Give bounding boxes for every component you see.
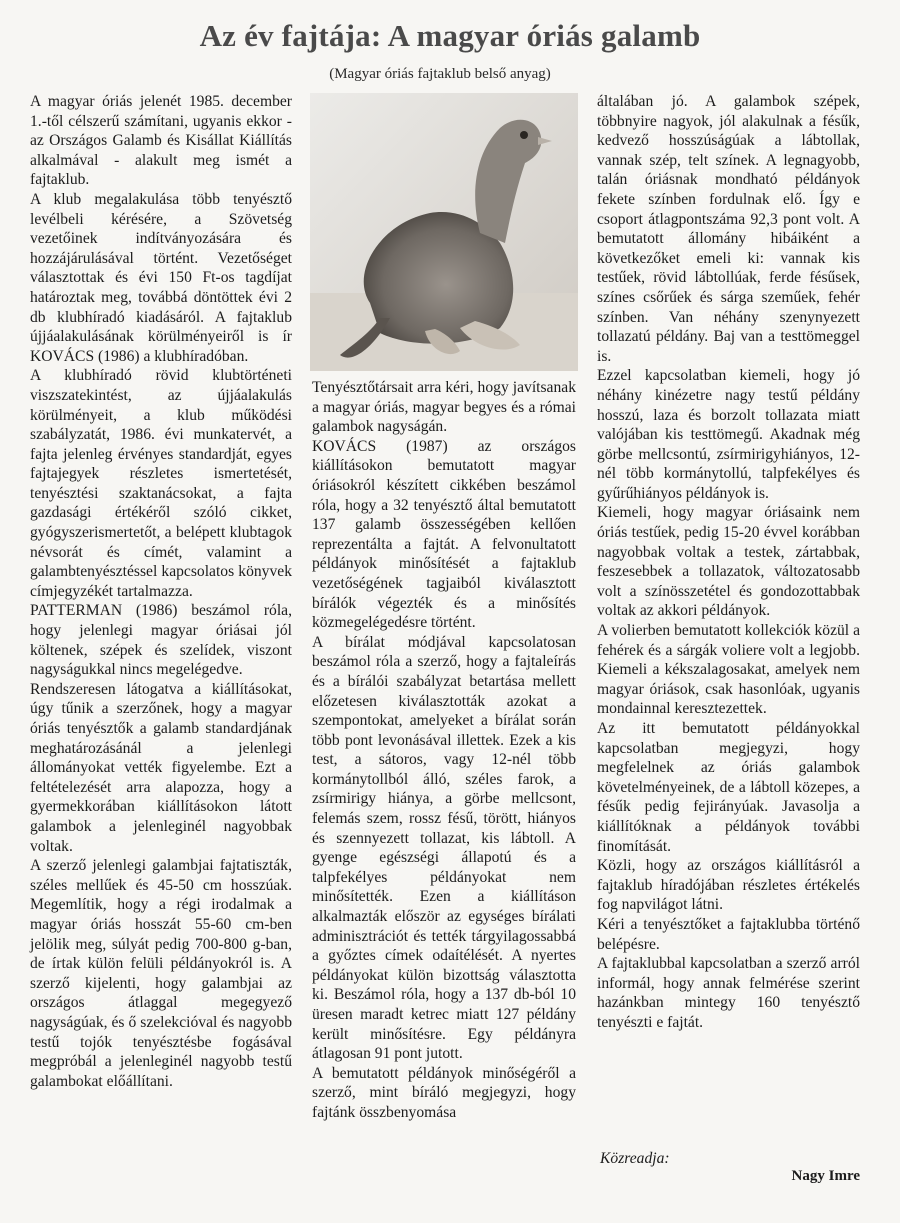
column-2 <box>312 378 576 1123</box>
paragraph: Az itt bemutatott példányokkal kapcsolatban megjegyzi, hogy megfelelnek az óriás galambok követelményeinek, de a lábtoll közepes, a fésűk pedig fejirányúak. Javasolja a kiállítóknak a példányok további finomítását. <box>597 720 860 855</box>
paragraph: A bemutatott példányok minőségéről a szerző, mint bíráló megjegyzi, hogy fajtánk összbenyomása <box>312 1064 576 1121</box>
author-name: Nagy Imre <box>791 1168 860 1184</box>
paragraph: PATTERMAN (1986) beszámol róla, hogy jelenlegi magyar óriásai jól költenek, szépek és szelídek, viszont nagyságukkal nincs megelégedve. <box>30 602 292 679</box>
paragraph: Kiemeli, hogy magyar óriásaink nem óriás testűek, pedig 15-20 évvel korábban nagyobbak voltak a testek, zártabbak, feszesebbek a tollazatok, változatosabb volt a színösszetétel és gondozottabbak voltak az akkori példányok. <box>597 504 860 620</box>
paragraph: A bírálat módjával kapcsolatosan beszámol róla a szerző, hogy a fajtaleírás és a bírálói szabályzat betartása mellett előzetesen kiválasztották azokat a szempontokat, amelyeket a bírálat során több pont levonásával illettek. Ezek a kis test, a sátoros, vagy 12-nél több kormánytollból álló, széles farok, a zsírmirigy hiánya, a görbe mellcsont, felemás szem, rossz fésű, törött, hiányos és szennyezett tollazat, kis lábtoll. A gyenge egészségi állapotú és a talpfekélyes példányokat nem minősítették. Ezen a kiállításon alkalmazták először az egységes bírálati adminisztrációt és tették tárgyilagossabbá a győztes címek odaítélését. A nyertes példányokat külön bizottság választotta ki. Beszámol róla, hogy a 137 db-ból 10 üresen maradt ketrec miatt 127 példány került minősítésre. Egy példányra átlagosan 91 pont jutott. <box>312 633 576 1063</box>
paragraph: Ezzel kapcsolatban kiemeli, hogy jó néhány kinézetre nagy testű példány hosszú, laza és borzolt tollazata miatt valójában kis testtömegű. Akadnak még görbe mellcsontú, zsírmirigyhiányos, 12-nél több kormánytollú, talpfekélyes és gyűrűhiányos példányok is. <box>597 367 860 502</box>
paragraph: A klub megalakulása több tenyésztő levélbeli kérésére, a Szövetség vezetőinek indítványozására és hozzájárulásával történt. Vezetőséget választottak és évi 150 Ft-os tagdíjat határoztak meg, továbbá döntöttek évi 2 db klubhíradó kiadásáról. A fajtaklub újjáalakulásának körülményeiről is ír KOVÁCS (1986) a klubhíradóban. <box>30 190 292 365</box>
paragraph: általában jó. A galambok szépek, többnyire nagyok, jól alakulnak a fésűk, kedvező hosszúságúak a lábtollak, vannak szép, telt színek. A legnagyobb, talán óriásnak mondható példányok fekete színben fordulnak elő. Így e csoport átlagpontszáma 92,3 pont volt. A bemutatott állomány hibáiként a következőket emeli ki: vannak kis testűek, rövid lábtollúak, ferde fésűsek, színes csőrűek és sárga szeműek, fehér színben. Van néhány szenynyezett tollazatú példány. Baj van a testtömeggel is. <box>597 93 860 365</box>
paragraph: A klubhíradó rövid klubtörténeti viszszatekintést, az újjáalakulás körülményeit, a klub működési szabályzatát, 1986. évi munkatervét, a fajta jelenleg érvényes standardját, egyes fajtajegyek részletes ismertetését, tenyésztési szaktanácsokat, a fajta gazdasági értékéről szóló cikket, gyógyszerismertetőt, a belépett klubtagok névsorát és címét, valamint a galambtenyésztéssel kapcsolatos könyvek címjegyzékét tartalmazza. <box>30 367 292 600</box>
pigeon-image <box>310 93 578 371</box>
paragraph: A magyar óriás jelenét 1985. december 1.-től célszerű számítani, ugyanis ekkor - az Országos Galamb és Kisállat Kiállítás alkalmával - alakult meg ismét a fajtaklub. <box>30 93 292 189</box>
paragraph: Kéri a tenyésztőket a fajtaklubba történő belépésre. <box>597 915 860 953</box>
paragraph: A szerző jelenlegi galambjai fajtatiszták, széles mellűek és 45-50 cm hosszúak. Megemlítik, hogy a régi irodalmak a magyar óriás hosszát 55-60 cm-ben jelölik meg, súlyát pedig 700-800 g-ban, de írtak külön felüli példányokról is. A szerző kijelenti, hogy galambjai az országos átlaggal megegyező nagyságúak, és ő szelekcióval és nagyobb testű tojók tenyésztésbe fogásával megpróbál a jelenleginél nagyobb testű galambokat előállítani. <box>30 857 292 1090</box>
article-title: Az év fajtája: A magyar óriás galamb <box>199 18 701 53</box>
paragraph: Rendszeresen látogatva a kiállításokat, úgy tűnik a szerzőnek, hogy a magyar óriás tenyésztők a galamb standardjának meghatározásánál a jelenlegi állományokat vették figyelembe. Ezt a feltételezését arra alapozza, hogy a gyermekkorában kiállításokon látott galambok a jelenleginél nagyobbak voltak. <box>30 680 292 855</box>
paragraph: Tenyésztőtársait arra kéri, hogy javítsanak a magyar óriás, magyar begyes és a római galambok nagyságán. <box>312 379 576 436</box>
paragraph: A volierben bemutatott kollekciók közül a fehérek és a sárgák voliere volt a legjobb. Kiemeli a kékszalagosakat, amelyek nem magyar óriások, csak hasonlóak, ugyanis mondainnal keresztezettek. <box>597 622 860 718</box>
paragraph: Közli, hogy az országos kiállításról a fajtaklub híradójában részletes értékelés fog napvilágot látni. <box>597 857 860 914</box>
credit-label: Közreadja: <box>600 1150 670 1167</box>
paragraph: KOVÁCS (1987) az országos kiállításokon bemutatott magyar óriásokról készített cikkében beszámol róla, hogy a 32 tenyésztő által bemutatott 137 galamb összességében kellően reprezentálta a fajtát. A felvonultatott példányok minősítését a fajtaklub vezetőségének tagjaiból kiválasztott bírálók végezték és a minősítés közmegelégedésre történt. <box>312 437 576 632</box>
paragraph: A fajtaklubbal kapcsolatban a szerző arról informál, hogy annak felmérése szerint hazánkban mintegy 160 tenyésztő tenyészti e fajtát. <box>597 955 860 1031</box>
column-1 <box>30 92 292 1091</box>
column-3 <box>597 92 860 1033</box>
pigeon-photo <box>310 93 578 371</box>
article-subtitle: (Magyar óriás fajtaklub belső anyag) <box>329 66 551 82</box>
